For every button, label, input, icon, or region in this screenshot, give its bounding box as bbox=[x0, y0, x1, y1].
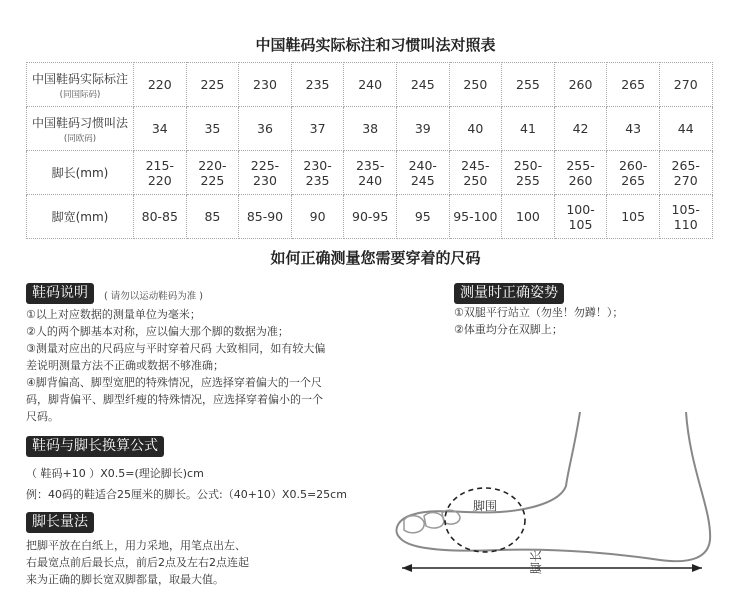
size-cell: 235 bbox=[291, 63, 344, 107]
size-cell: 245-250 bbox=[449, 151, 502, 195]
size-chart-table bbox=[26, 62, 713, 239]
size-cell: 85-90 bbox=[239, 195, 292, 239]
size-note-list bbox=[26, 306, 325, 425]
posture-badge: 测量时正确姿势 bbox=[454, 283, 564, 304]
row-label bbox=[27, 151, 134, 195]
row-label-text: 脚长(mm) bbox=[51, 166, 109, 180]
formula-badge: 鞋码与脚长换算公式 bbox=[26, 436, 164, 457]
size-row bbox=[27, 63, 713, 107]
size-note-line: ②人的两个脚基本对称，应以偏大那个脚的数据为准； bbox=[26, 325, 289, 338]
posture-line: ①双腿平行站立（勿坐！勿蹲！）； bbox=[454, 306, 624, 319]
foot-outline bbox=[396, 412, 710, 561]
size-cell: 245 bbox=[396, 63, 449, 107]
girth-label: 脚围 bbox=[472, 499, 498, 513]
size-note-line: ④脚背偏高、脚型宽肥的特殊情况，应选择穿着偏大的一个尺 bbox=[26, 376, 322, 389]
size-note-line: ③测量对应出的尺码应与平时穿着尺码 大致相同，如有较大偏 bbox=[26, 342, 326, 355]
size-cell: 37 bbox=[291, 107, 344, 151]
size-cell: 100 bbox=[502, 195, 555, 239]
size-cell: 95 bbox=[396, 195, 449, 239]
size-note-line: 差说明测量方法不正确或数据不够准确； bbox=[26, 359, 224, 372]
size-cell: 255-260 bbox=[554, 151, 607, 195]
size-chart-title: 中国鞋码实际标注和习惯叫法对照表 bbox=[255, 36, 496, 54]
size-cell: 240 bbox=[344, 63, 397, 107]
length-arrow-right bbox=[692, 564, 702, 572]
size-row bbox=[27, 195, 713, 239]
foot-length-method-badge: 脚长量法 bbox=[26, 512, 94, 533]
size-cell: 230 bbox=[239, 63, 292, 107]
size-cell: 255 bbox=[502, 63, 555, 107]
row-label bbox=[27, 63, 134, 107]
size-cell: 105 bbox=[607, 195, 660, 239]
size-cell: 42 bbox=[554, 107, 607, 151]
size-cell: 40 bbox=[449, 107, 502, 151]
size-cell: 85 bbox=[186, 195, 239, 239]
length-arrow-left bbox=[402, 564, 412, 572]
posture-list bbox=[454, 304, 623, 338]
size-cell: 260 bbox=[554, 63, 607, 107]
size-row bbox=[27, 151, 713, 195]
size-note-line: 尺码。 bbox=[26, 410, 59, 423]
foot-illustration bbox=[390, 410, 720, 590]
formula-block bbox=[26, 465, 347, 503]
foot-length-method-text bbox=[26, 537, 249, 588]
row-label-text: 中国鞋码实际标注 bbox=[31, 71, 128, 86]
size-cell: 90-95 bbox=[344, 195, 397, 239]
size-row bbox=[27, 107, 713, 151]
girth-marker bbox=[445, 488, 525, 552]
size-note-line: 码，脚背偏平、脚型纤瘦的特殊情况，应选择穿着偏小的一个 bbox=[26, 393, 323, 406]
size-note-line: ①以上对应数据的测量单位为毫米； bbox=[26, 308, 201, 321]
size-cell: 225-230 bbox=[239, 151, 292, 195]
row-label-sub: (同欧码) bbox=[63, 133, 97, 144]
size-cell: 105-110 bbox=[659, 195, 712, 239]
method-line: 来为正确的脚长宽双脚都量，取最大值。 bbox=[26, 573, 224, 586]
size-cell: 35 bbox=[186, 107, 239, 151]
size-cell: 265 bbox=[607, 63, 660, 107]
size-cell: 240-245 bbox=[396, 151, 449, 195]
row-label-text: 中国鞋码习惯叫法 bbox=[31, 115, 128, 130]
size-cell: 95-100 bbox=[449, 195, 502, 239]
size-cell: 36 bbox=[239, 107, 292, 151]
length-label: 脚长 bbox=[529, 549, 543, 575]
size-note-hint: ( 请勿以运动鞋码为准 ) bbox=[104, 291, 203, 302]
size-cell: 215-220 bbox=[134, 151, 187, 195]
row-label-text: 脚宽(mm) bbox=[51, 210, 109, 224]
size-cell: 80-85 bbox=[134, 195, 187, 239]
size-cell: 225 bbox=[186, 63, 239, 107]
toe-shape bbox=[404, 516, 424, 533]
formula-text: （ 鞋码+10 ）X0.5=(理论脚长)cm bbox=[26, 467, 204, 480]
size-cell: 265-270 bbox=[659, 151, 712, 195]
row-label-sub: (同国际码) bbox=[59, 89, 101, 100]
size-cell: 260-265 bbox=[607, 151, 660, 195]
size-cell: 38 bbox=[344, 107, 397, 151]
size-cell: 235-240 bbox=[344, 151, 397, 195]
posture-line: ②体重均分在双脚上； bbox=[454, 323, 563, 336]
size-cell: 44 bbox=[659, 107, 712, 151]
method-line: 把脚平放在白纸上，用力采地，用笔点出左、 bbox=[26, 539, 246, 552]
row-label bbox=[27, 107, 134, 151]
size-cell: 250-255 bbox=[502, 151, 555, 195]
size-cell: 270 bbox=[659, 63, 712, 107]
row-label bbox=[27, 195, 134, 239]
measure-title: 如何正确测量您需要穿着的尺码 bbox=[270, 249, 481, 267]
size-cell: 43 bbox=[607, 107, 660, 151]
size-cell: 39 bbox=[396, 107, 449, 151]
size-cell: 220-225 bbox=[186, 151, 239, 195]
size-note-badge: 鞋码说明 bbox=[26, 283, 94, 304]
size-cell: 230-235 bbox=[291, 151, 344, 195]
size-cell: 41 bbox=[502, 107, 555, 151]
size-cell: 100-105 bbox=[554, 195, 607, 239]
size-cell: 250 bbox=[449, 63, 502, 107]
size-cell: 90 bbox=[291, 195, 344, 239]
formula-example: 例：40码的鞋适合25厘米的脚长。公式:（40+10）X0.5=25cm bbox=[26, 488, 347, 501]
size-cell: 220 bbox=[134, 63, 187, 107]
size-cell: 34 bbox=[134, 107, 187, 151]
method-line: 右最宽点前后最长点，前后2点及左右2点连起 bbox=[26, 556, 249, 569]
toe-shape bbox=[424, 513, 444, 528]
